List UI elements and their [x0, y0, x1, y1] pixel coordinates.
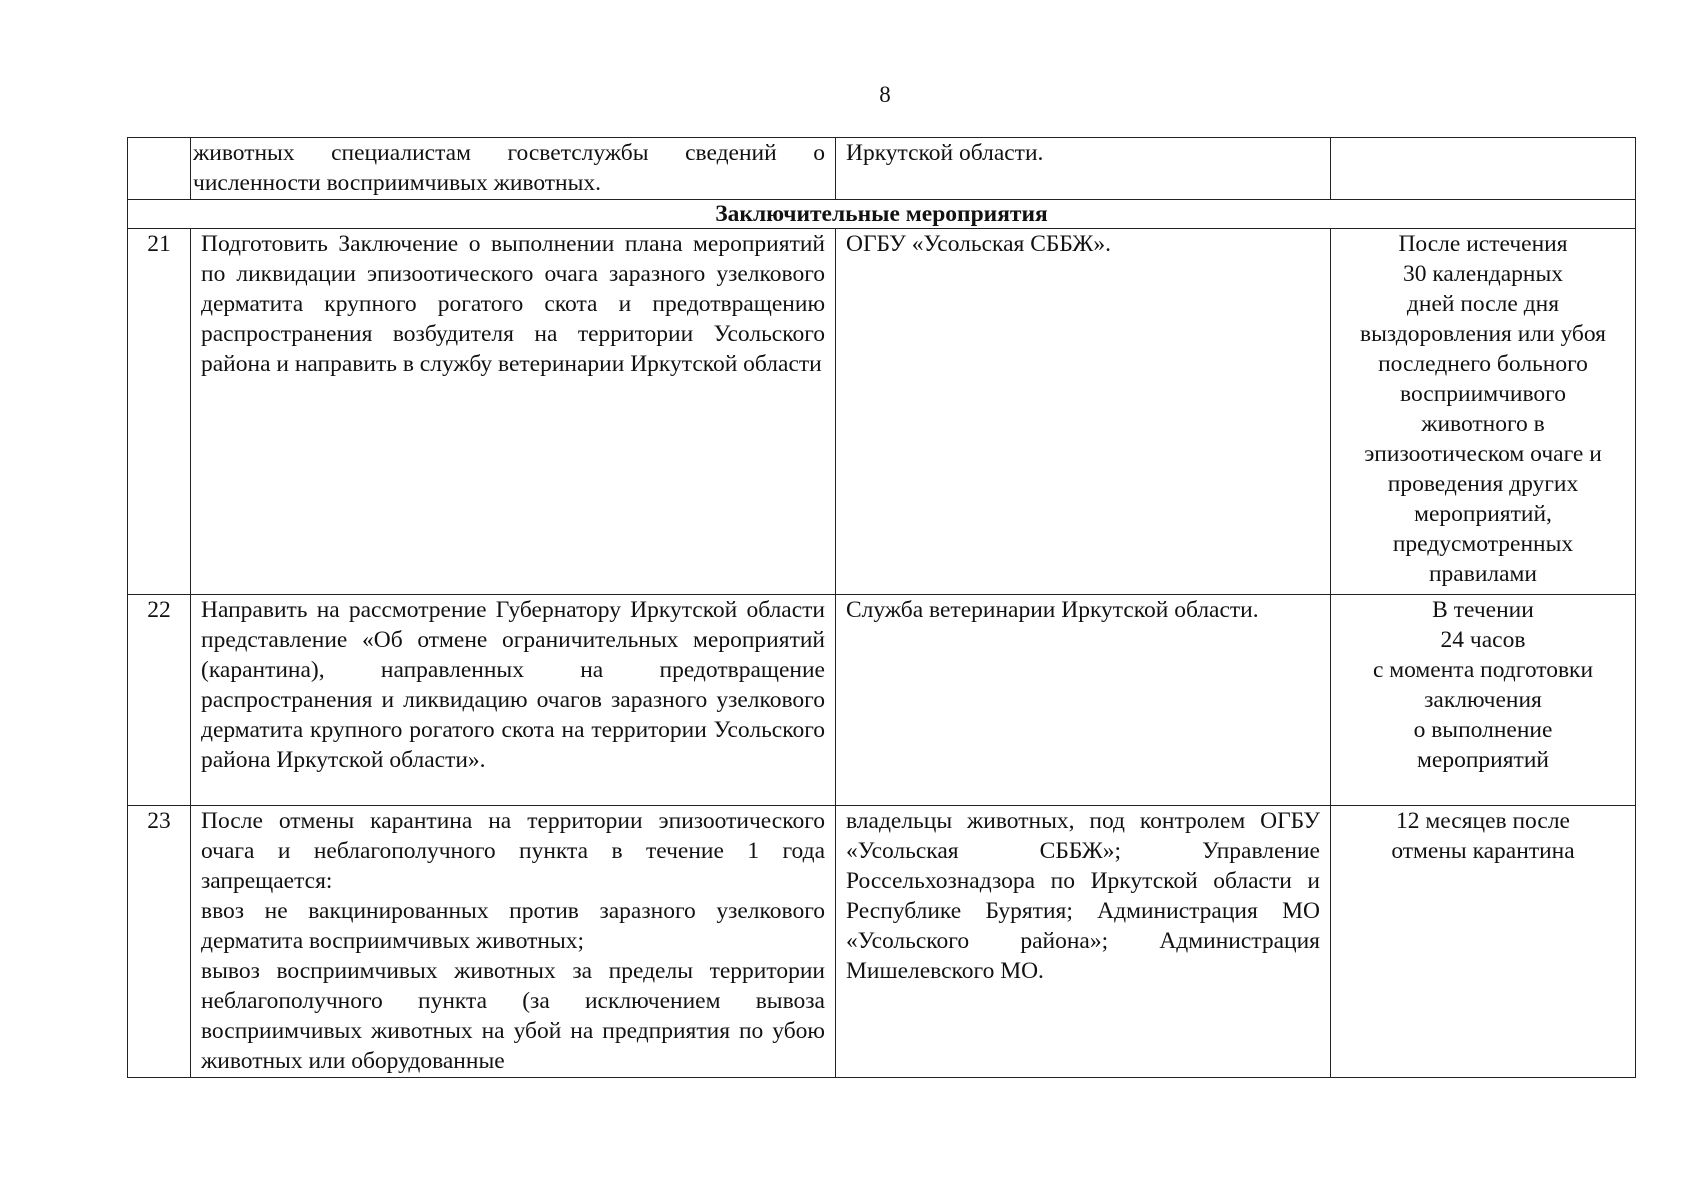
term-line: с момента подготовки [1372, 657, 1594, 683]
table-row-continuation [128, 138, 1636, 200]
task-cell: Подготовить Заключение о выполнении плана мероприятий по ликвидации эпизоотического очага заразного узелкового дерматита крупного рогатого скота и предотвращению распространения возбудителя на территории Усольского района и направить в службу ветеринарии Иркутской области [191, 229, 836, 595]
term-line: о выполнение [1413, 717, 1553, 743]
term-line: последнего больного [1378, 351, 1588, 377]
table-row [128, 595, 1636, 806]
term-line: 12 месяцев после [1396, 808, 1570, 834]
term-line: 30 календарных [1402, 261, 1564, 287]
term-line: восприимчивого [1400, 381, 1566, 407]
term-line: выздоровления или убоя [1360, 321, 1606, 347]
term-line: правилами [1428, 561, 1538, 587]
term-line: заключения [1424, 687, 1542, 713]
term-cell [1331, 806, 1636, 1078]
task-paragraph: После отмены карантина на территории эпизоотического очага и неблагополучного пункта в течение 1 года запрещается: [201, 808, 825, 894]
term-line: 24 часов [1440, 627, 1526, 653]
section-row [128, 200, 1636, 229]
term-line: проведения других [1387, 471, 1579, 497]
term-line: дней после дня [1406, 291, 1560, 317]
responsible-cell: Иркутской области. [836, 138, 1331, 200]
row-number-cell: 23 [128, 806, 191, 1078]
page-number: 8 [879, 82, 891, 107]
term-cell [1331, 138, 1636, 200]
task-cell: животных специалистам госветслужбы сведений о численности восприимчивых животных. [191, 138, 836, 200]
term-line: В течении [1432, 597, 1534, 623]
table-row [128, 229, 1636, 595]
row-number-cell [128, 138, 191, 200]
row-number-cell: 22 [128, 595, 191, 806]
term-line: эпизоотическом очаге и [1364, 441, 1602, 467]
term-line: мероприятий [1417, 747, 1549, 773]
section-title: Заключительные мероприятия [128, 200, 1636, 229]
responsible-cell: Служба ветеринарии Иркутской области. [836, 595, 1331, 806]
term-cell [1331, 229, 1636, 595]
row-number-cell: 21 [128, 229, 191, 595]
responsible-cell: ОГБУ «Усольская СББЖ». [836, 229, 1331, 595]
task-paragraph: ввоз не вакцинированных против заразного узелкового дерматита восприимчивых животных; [201, 898, 825, 954]
measures-table [127, 137, 1636, 1078]
term-line: мероприятий, [1414, 501, 1552, 527]
responsible-cell: владельцы животных, под контролем ОГБУ «Усольская СББЖ»; Управление Россельхознадзора по Иркутской области и Республике Бурятия; Администрация МО «Усольского района»; Администрация Мишелевского МО. [836, 806, 1331, 1078]
term-line: предусмотренных [1392, 531, 1574, 557]
task-cell [191, 806, 836, 1078]
term-cell [1331, 595, 1636, 806]
term-line: После истечения [1398, 231, 1568, 257]
task-cell: Направить на рассмотрение Губернатору Иркутской области представление «Об отмене ограничительных мероприятий (карантина), направленных на предотвращение распространения и ликвидацию очагов заразного узелкового дерматита крупного рогатого скота на территории Усольского района Иркутской области». [191, 595, 836, 806]
term-line: животного в [1421, 411, 1545, 437]
task-paragraph: вывоз восприимчивых животных за пределы территории неблагополучного пункта (за исключением вывоза восприимчивых животных на убой на предприятия по убою животных или оборудованные [201, 958, 825, 1074]
table-row [128, 806, 1636, 1078]
term-line: отмены карантина [1391, 838, 1575, 864]
